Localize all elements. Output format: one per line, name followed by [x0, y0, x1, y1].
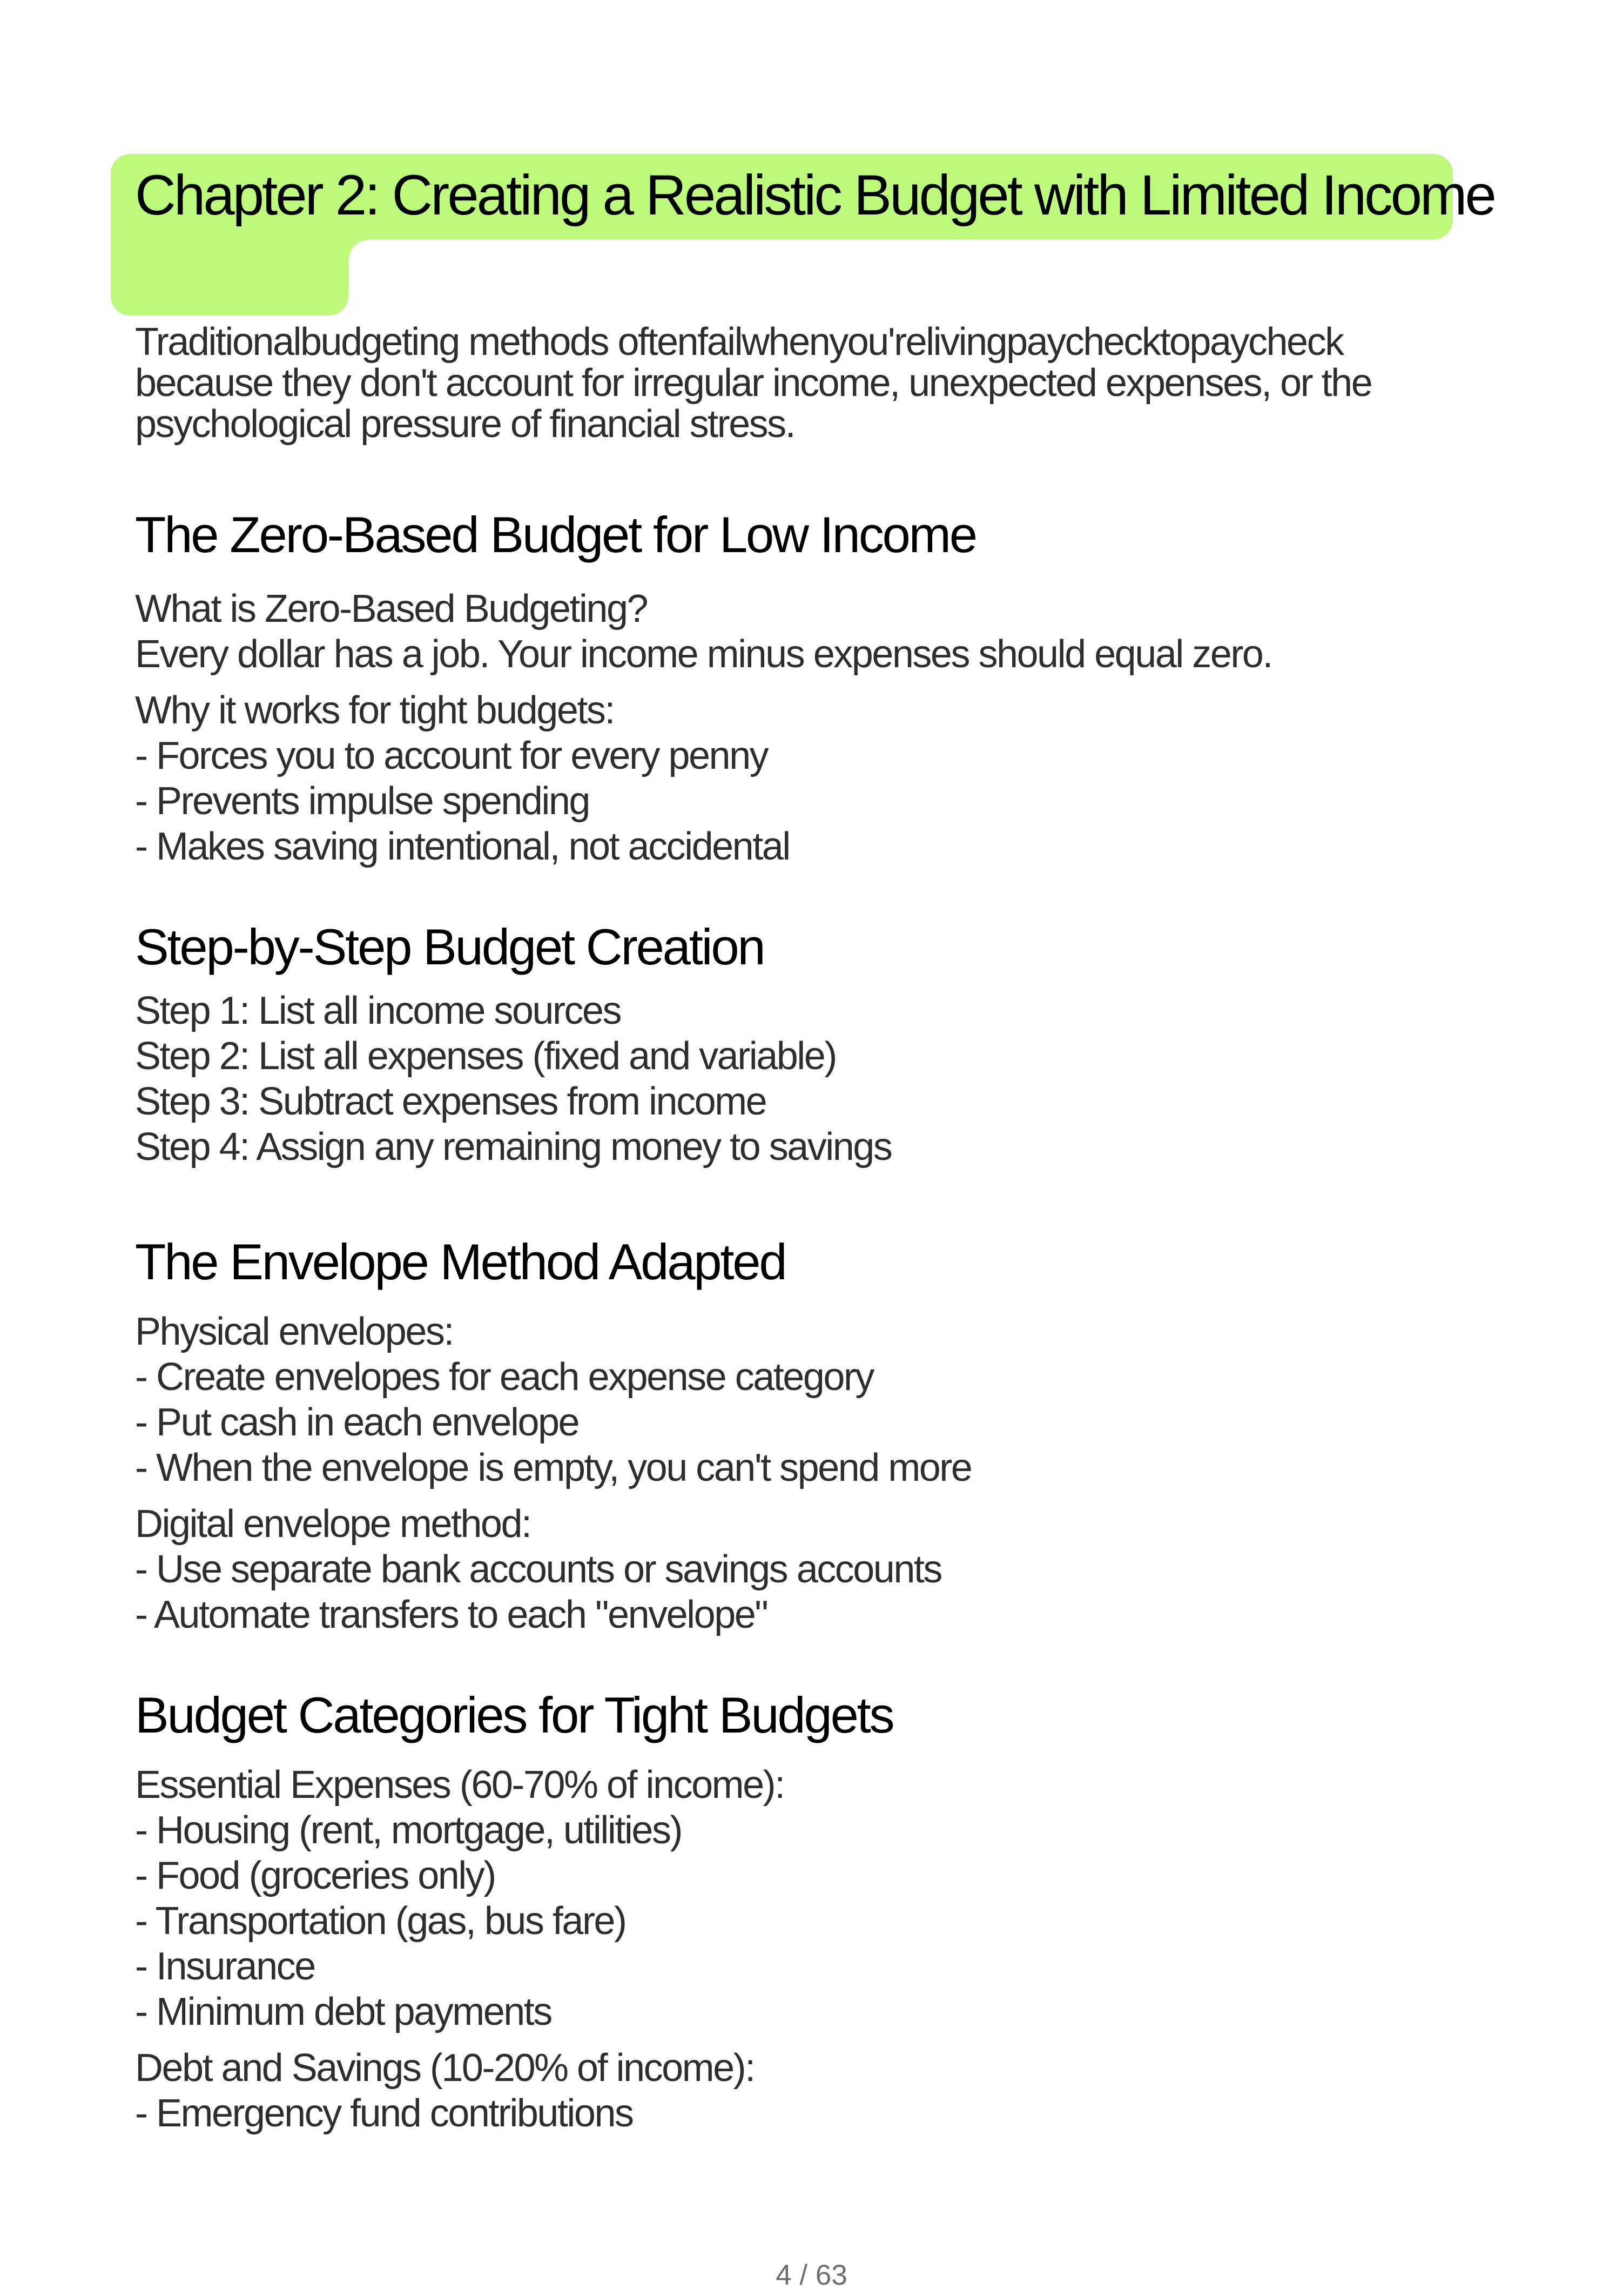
text-line: Step 1: List all income sources [135, 989, 621, 1032]
text-line: Physical envelopes: [135, 1310, 453, 1353]
text-line: Every dollar has a job. Your income minus expenses should equal zero. [135, 633, 1272, 676]
intro-line: psychological pressure of financial stress. [135, 402, 795, 446]
section-heading: Budget Categories for Tight Budgets [135, 1687, 893, 1743]
text-line: Why it works for tight budgets: [135, 689, 614, 732]
section-zero-based-budget [135, 502, 1272, 869]
list-item: - Transportation (gas, bus fare) [135, 1899, 626, 1943]
section-heading: The Envelope Method Adapted [135, 1233, 786, 1290]
chapter-title [135, 158, 1494, 233]
section-budget-categories [135, 1683, 893, 2136]
list-item: - Forces you to account for every penny [135, 734, 768, 777]
list-item: - Use separate bank accounts or savings accounts [135, 1548, 941, 1591]
section-step-by-step [135, 915, 891, 1170]
list-item: - Minimum debt payments [135, 1990, 551, 2033]
text-group [135, 988, 891, 1170]
text-line: Debt and Savings (10-20% of income): [135, 2046, 755, 2090]
text-line: What is Zero-Based Budgeting? [135, 587, 648, 630]
list-item: - Put cash in each envelope [135, 1401, 579, 1444]
list-item: - When the envelope is empty, you can't spend more [135, 1446, 972, 1489]
section-heading: The Zero-Based Budget for Low Income [135, 506, 976, 563]
text-line: Digital envelope method: [135, 1502, 531, 1546]
text-line: Step 3: Subtract expenses from income [135, 1080, 766, 1123]
list-item: - Emergency fund contributions [135, 2092, 633, 2135]
list-item: - Prevents impulse spending [135, 780, 589, 823]
text-group [135, 1309, 971, 1491]
chapter-title-line2: Income [1321, 164, 1494, 227]
list-item: - Insurance [135, 1945, 315, 1988]
text-group [135, 1501, 971, 1637]
list-item: - Create envelopes for each expense category [135, 1355, 873, 1399]
intro-line: because they don't account for irregular income, unexpected expenses, or the [135, 361, 1372, 405]
intro-paragraph [135, 321, 1371, 445]
section-envelope-method [135, 1230, 971, 1637]
list-item: - Makes saving intentional, not accidental [135, 825, 790, 868]
text-group [135, 2045, 893, 2136]
chapter-title-line1: Chapter 2: Creating a Realistic Budget with Limited [135, 164, 1308, 227]
text-group [135, 586, 1272, 677]
intro-line: Traditionalbudgeting methods oftenfailwhenyou'relivingpaychecktopaycheck [135, 320, 1343, 364]
text-line: Step 2: List all expenses (fixed and variable) [135, 1035, 836, 1078]
text-group [135, 1762, 893, 2035]
list-item: - Housing (rent, mortgage, utilities) [135, 1809, 682, 1852]
page-number: 4 / 63 [776, 2259, 847, 2291]
section-heading: Step-by-Step Budget Creation [135, 918, 764, 975]
text-line: Step 4: Assign any remaining money to savings [135, 1125, 892, 1169]
text-line: Essential Expenses (60-70% of income): [135, 1763, 784, 1807]
title-highlight-line2 [111, 239, 348, 315]
text-group [135, 688, 1272, 869]
title-highlight-fillet [348, 239, 368, 259]
list-item: - Automate transfers to each "envelope" [135, 1593, 767, 1636]
list-item: - Food (groceries only) [135, 1854, 495, 1897]
